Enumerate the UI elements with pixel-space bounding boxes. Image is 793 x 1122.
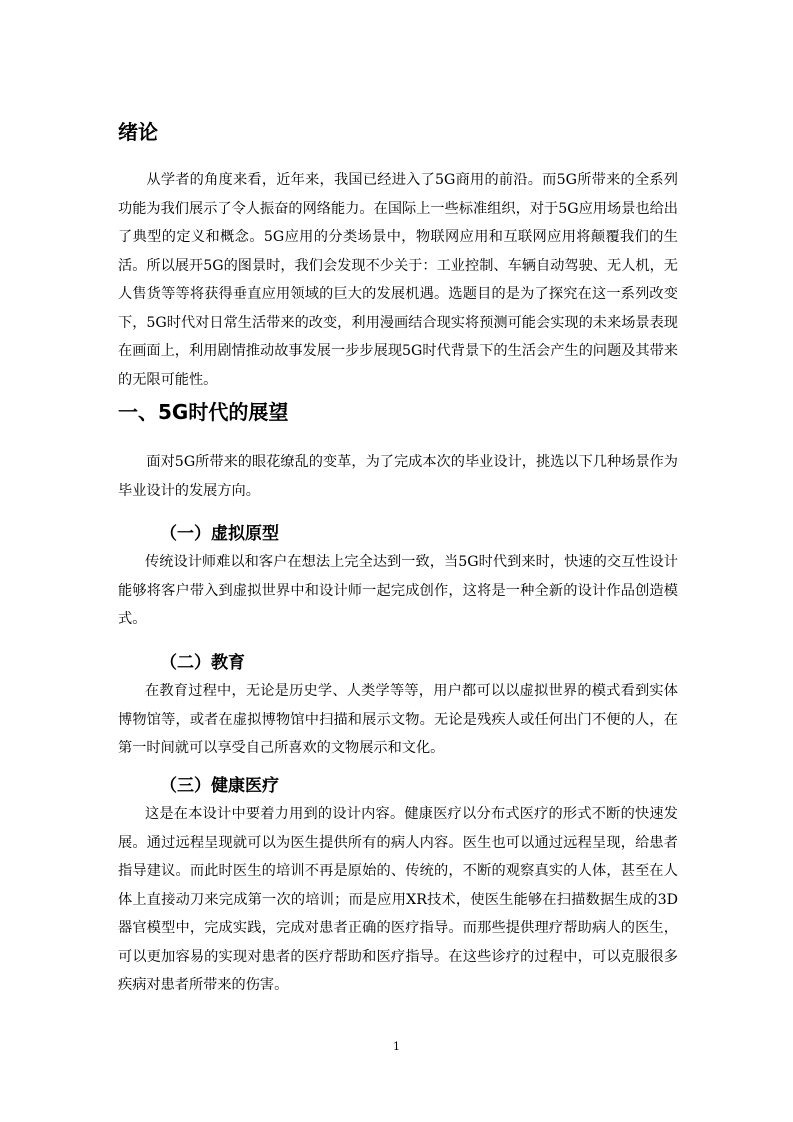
paragraph-healthcare: 这是在本设计中要着力用到的设计内容。健康医疗以分布式医疗的形式不断的快速发展。通过远程呈现就可以为医生提供所有的病人内容。医生也可以通过远程呈现，给患者指导建议。而此时医生的培训不再是原始的、传统的，不断的观察真实的人体，甚至在人体上直接动刀来完成第一次的培训；而是应用XR技术，使医生能够在扫描数据生成的3D器官模型中，完成实践，完成对患者正确的医疗指导。而那些提供理疗帮助病人的医生，可以更加容易的实现对患者的医疗帮助和医疗指导。在这些诊疗的过程中，可以克服很多疾病对患者所带来的伤害。: [118, 806, 678, 993]
heading-intro: 绪论: [118, 120, 158, 144]
paragraph-section-1: 面对5G所带来的眼花缭乱的变革，为了完成本次的毕业设计，挑选以下几种场景作为毕业设计的发展方向。: [118, 454, 678, 499]
paragraph-virtual-prototype: 传统设计师难以和客户在想法上完全达到一致，当5G时代到来时，快速的交互性设计能够将客户带入到虚拟世界中和设计师一起完成创作，这将是一种全新的设计作品创造模式。: [118, 554, 678, 627]
paragraph-education: 在教育过程中，无论是历史学、人类学等等，用户都可以以虚拟世界的模式看到实体博物馆等，或者在虚拟博物馆中扫描和展示文物。无论是残疾人或任何出门不便的人，在第一时间就可以享受自己所喜欢的文物展示和文化。: [118, 683, 678, 756]
subheading-virtual-prototype: （一）虚拟原型: [160, 524, 279, 544]
subheading-healthcare: （三）健康医疗: [160, 776, 279, 796]
heading-section-1: 一、5G时代的展望: [118, 400, 289, 424]
paragraph-intro: 从学者的角度来看，近年来，我国已经进入了5G商用的前沿。而5G所带来的全系列功能为我们展示了令人振奋的网络能力。在国际上一些标准组织，对于5G应用场景也给出了典型的定义和概念。5G应用的分类场景中，物联网应用和互联网应用将颠覆我们的生活。所以展开5G的图景时，我们会发现不少关于：工业控制、车辆自动驾驶、无人机，无人售货等等将获得垂直应用领域的巨大的发展机遇。选题目的是为了探究在这一系列改变下，5G时代对日常生活带来的改变，利用漫画结合现实将预测可能会实现的未来场景表现在画面上，利用剧情推动故事发展一步步展现5G时代背景下的生活会产生的问题及其带来的无限可能性。: [118, 172, 678, 388]
page-number: 1: [393, 1040, 400, 1053]
subheading-education: （二）教育: [160, 653, 245, 673]
